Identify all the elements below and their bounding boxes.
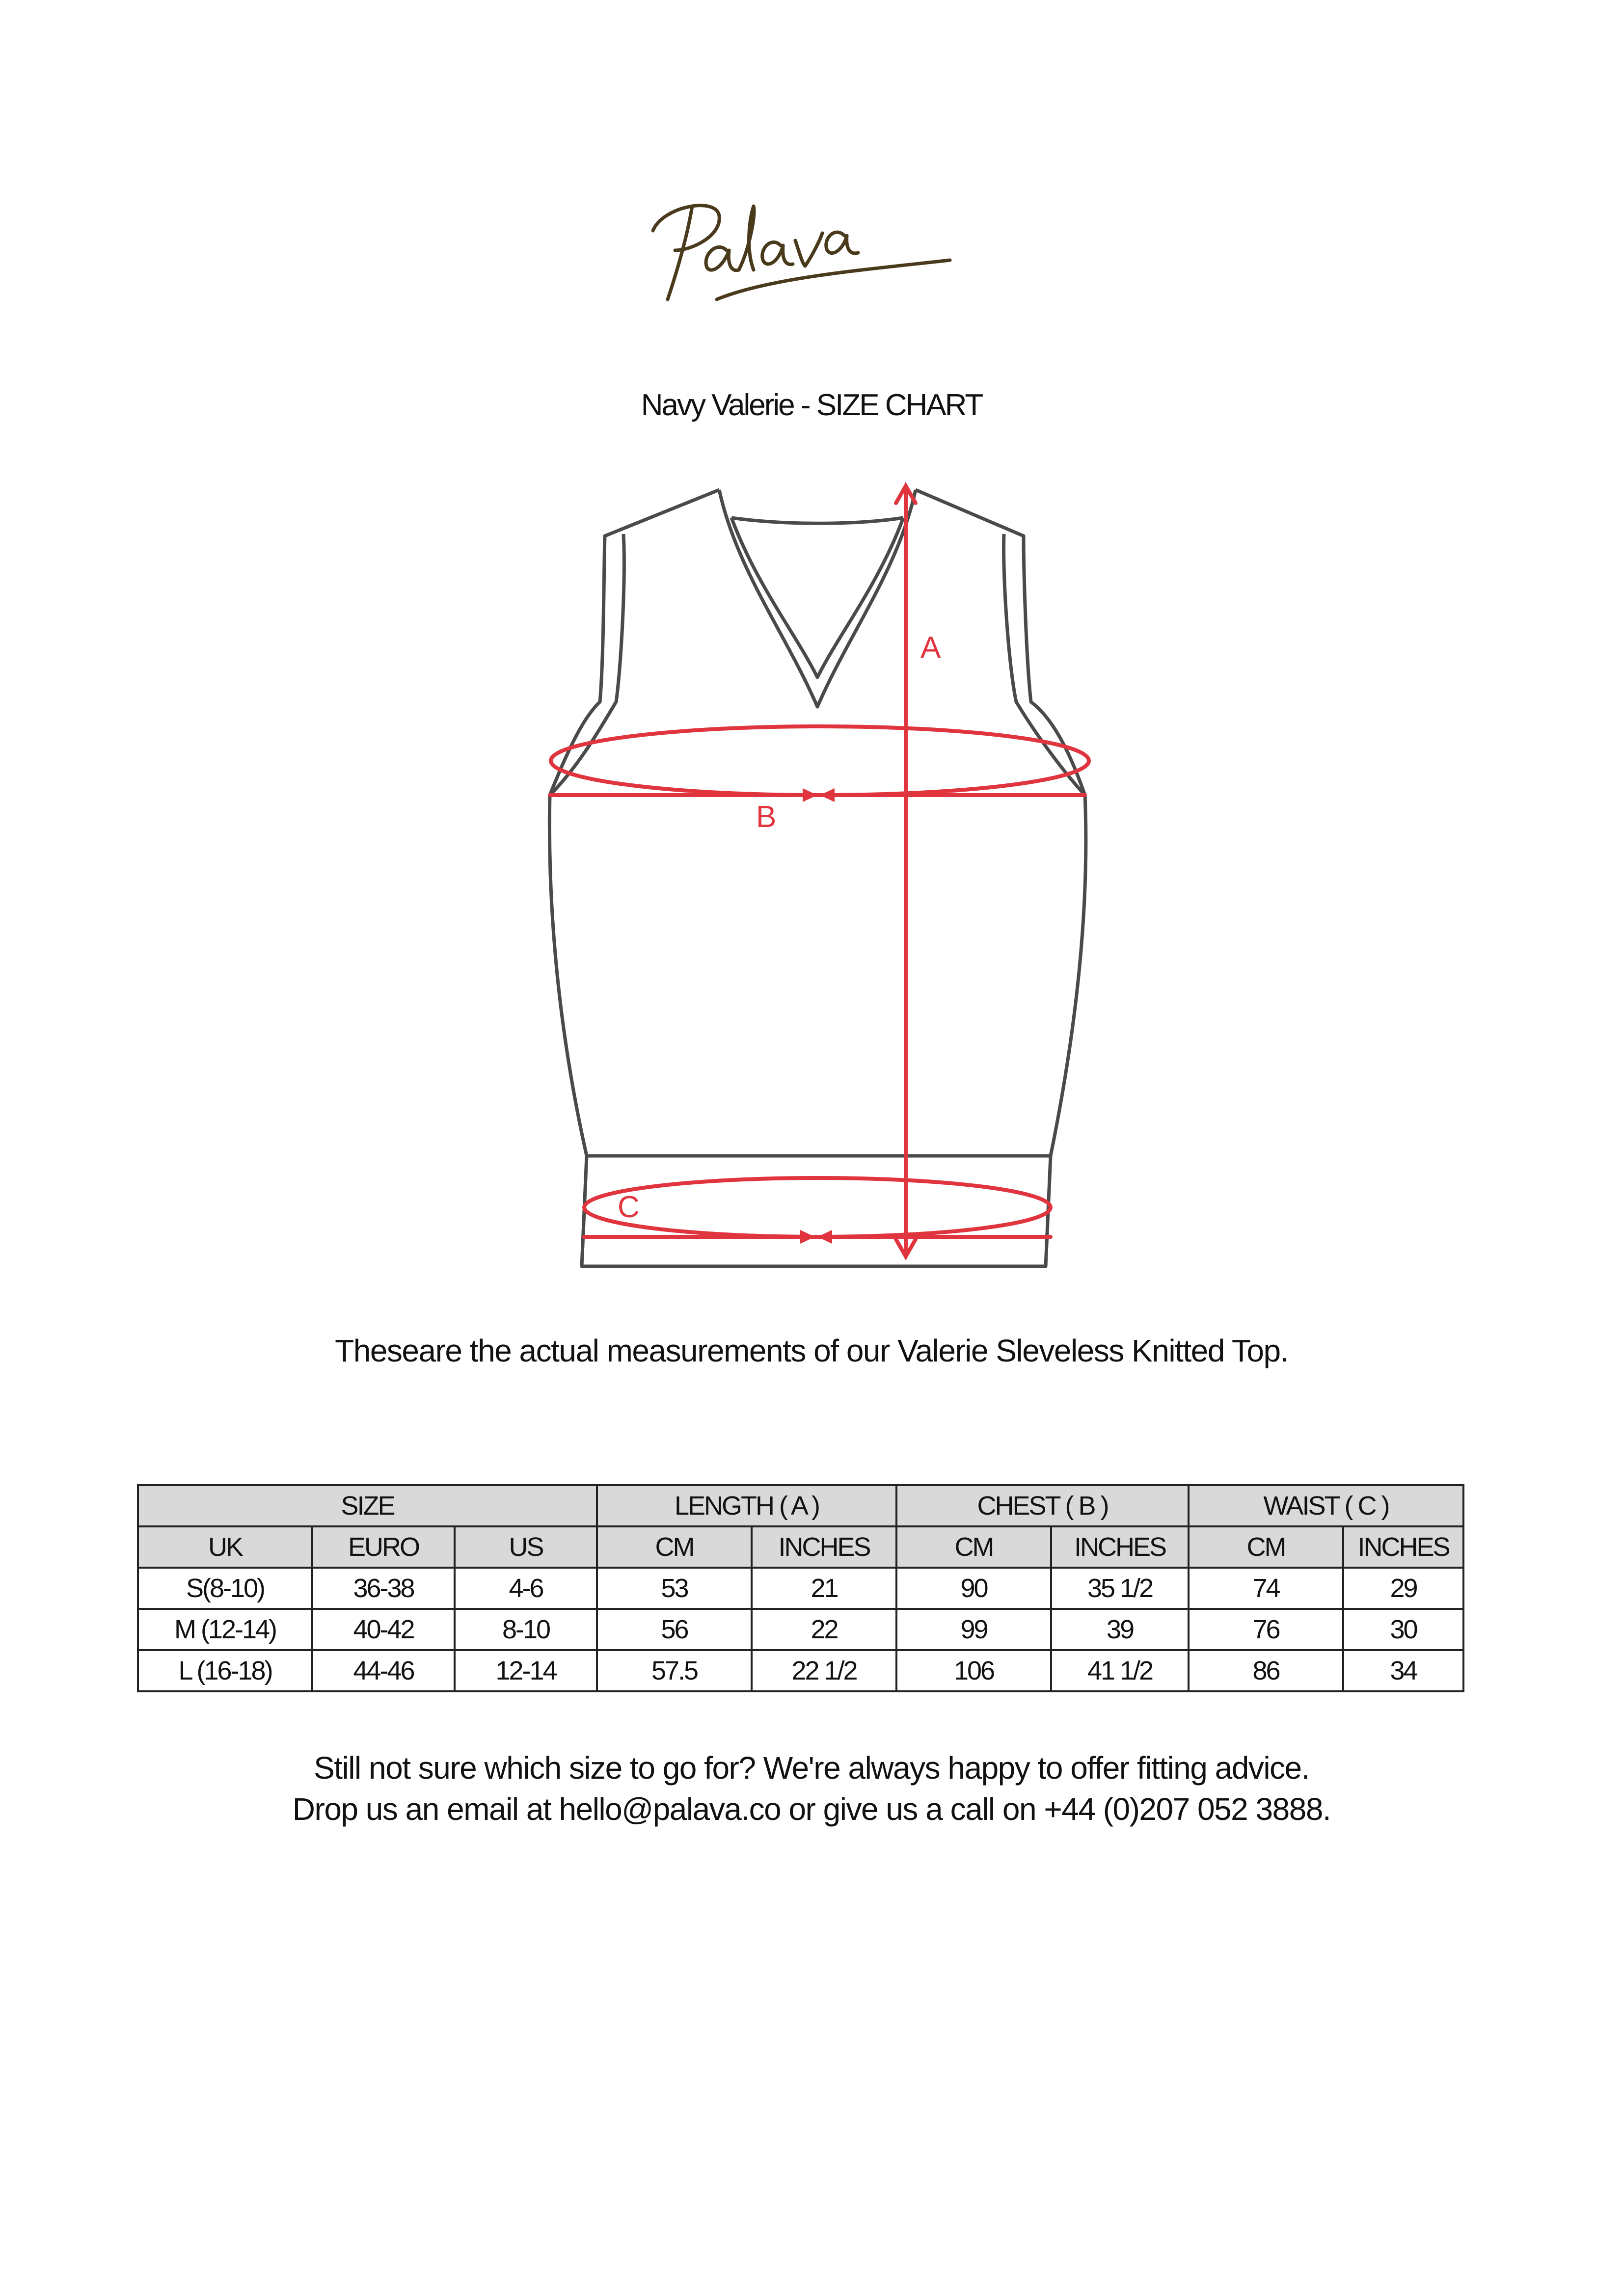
size-table	[137, 1484, 1464, 1692]
table-cell: 29	[1343, 1568, 1463, 1609]
label-a: A	[920, 631, 941, 665]
table-cell: 44-46	[312, 1650, 455, 1691]
intro-text: Theseare the actual measurements of our Valerie Sleveless Knitted Top.	[335, 1333, 1288, 1368]
subheader-length-cm: CM	[597, 1526, 752, 1568]
subheader-length-inches: INCHES	[752, 1526, 896, 1568]
table-cell: 8-10	[455, 1609, 597, 1650]
table-cell: 99	[896, 1609, 1051, 1650]
label-b: B	[756, 800, 777, 834]
group-size: SIZE	[138, 1485, 597, 1526]
table-cell: 41 1/2	[1051, 1650, 1189, 1691]
table-cell: 74	[1189, 1568, 1343, 1609]
table-cell: L (16-18)	[138, 1650, 312, 1691]
table-cell: 40-42	[312, 1609, 455, 1650]
table-cell: 106	[896, 1650, 1051, 1691]
subheader-row	[138, 1526, 1463, 1568]
vest-measurement-diagram	[530, 471, 1109, 1276]
table-cell: 36-38	[312, 1568, 455, 1609]
armhole-left	[550, 534, 624, 795]
table-row	[138, 1609, 1463, 1650]
subheader-chest-inches: INCHES	[1051, 1526, 1189, 1568]
table-cell: 12-14	[455, 1650, 597, 1691]
footer-line-1: Still not sure which size to go for? We're always happy to offer fitting advice.	[314, 1750, 1309, 1786]
table-cell: 22 1/2	[752, 1650, 896, 1691]
table-cell: 39	[1051, 1609, 1189, 1650]
table-cell: 4-6	[455, 1568, 597, 1609]
footer-line-2: Drop us an email at hello@palava.co or give us a call on +44 (0)207 052 3888.	[292, 1791, 1331, 1827]
subheader-chest-cm: CM	[896, 1526, 1051, 1568]
table-row	[138, 1568, 1463, 1609]
table-cell: S(8-10)	[138, 1568, 312, 1609]
label-c: C	[618, 1190, 640, 1224]
palava-logo	[633, 177, 957, 314]
subheader-us: US	[455, 1526, 597, 1568]
table-cell: 53	[597, 1568, 752, 1609]
table-cell: 22	[752, 1609, 896, 1650]
chest-arrow-left	[803, 788, 817, 802]
armhole-right	[1004, 534, 1085, 795]
waist-ellipse	[584, 1178, 1051, 1237]
subheader-waist-inches: INCHES	[1343, 1526, 1463, 1568]
table-cell: M (12-14)	[138, 1609, 312, 1650]
group-length: LENGTH ( A )	[597, 1485, 896, 1526]
table-cell: 34	[1343, 1650, 1463, 1691]
waist-arrow-left	[800, 1230, 815, 1244]
table-cell: 86	[1189, 1650, 1343, 1691]
subheader-uk: UK	[138, 1526, 312, 1568]
waist-arrow-right	[817, 1230, 832, 1244]
table-cell: 30	[1343, 1609, 1463, 1650]
subheader-waist-cm: CM	[1189, 1526, 1343, 1568]
page-title: Navy Valerie - SIZE CHART	[641, 388, 982, 422]
table-cell: 35 1/2	[1051, 1568, 1189, 1609]
table-cell: 57.5	[597, 1650, 752, 1691]
group-header-row	[138, 1485, 1463, 1526]
chest-ellipse	[551, 726, 1089, 795]
footer-note	[0, 1747, 1623, 1830]
table-cell: 21	[752, 1568, 896, 1609]
neckline-inner	[731, 518, 903, 677]
group-waist: WAIST ( C )	[1189, 1485, 1463, 1526]
table-row	[138, 1650, 1463, 1691]
neck-back	[731, 518, 903, 523]
table-cell: 56	[597, 1609, 752, 1650]
table-cell: 76	[1189, 1609, 1343, 1650]
subheader-euro: EURO	[312, 1526, 455, 1568]
group-chest: CHEST ( B )	[896, 1485, 1189, 1526]
table-cell: 90	[896, 1568, 1051, 1609]
chest-arrow-right	[820, 788, 835, 802]
